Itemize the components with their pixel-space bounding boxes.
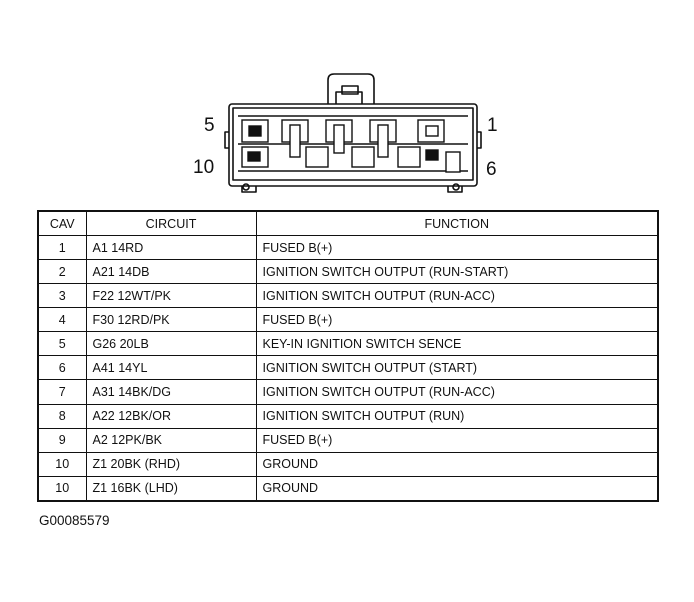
table-row xyxy=(38,404,658,428)
cell-function: GROUND xyxy=(256,476,658,501)
cell-circuit: A21 14DB xyxy=(86,260,256,284)
cell-cav: 8 xyxy=(38,404,86,428)
cell-function: FUSED B(+) xyxy=(256,428,658,452)
table-row xyxy=(38,332,658,356)
cavity-4 xyxy=(282,120,308,157)
cavity-7 xyxy=(398,147,420,167)
table-row xyxy=(38,260,658,284)
table-row xyxy=(38,476,658,501)
table-row xyxy=(38,284,658,308)
cell-circuit: G26 20LB xyxy=(86,332,256,356)
cavity-6 xyxy=(426,150,460,172)
cell-function: IGNITION SWITCH OUTPUT (RUN-ACC) xyxy=(256,284,658,308)
cell-function: IGNITION SWITCH OUTPUT (RUN-ACC) xyxy=(256,380,658,404)
cell-circuit: A22 12BK/OR xyxy=(86,404,256,428)
table-row xyxy=(38,308,658,332)
cell-cav: 9 xyxy=(38,428,86,452)
cell-function: FUSED B(+) xyxy=(256,236,658,260)
cavity-5 xyxy=(242,120,268,142)
cell-cav: 4 xyxy=(38,308,86,332)
table-row xyxy=(38,428,658,452)
cell-circuit: Z1 16BK (LHD) xyxy=(86,476,256,501)
cell-function: GROUND xyxy=(256,452,658,476)
cavity-1 xyxy=(418,120,444,142)
cell-circuit: Z1 20BK (RHD) xyxy=(86,452,256,476)
cell-cav: 2 xyxy=(38,260,86,284)
cell-circuit: A41 14YL xyxy=(86,356,256,380)
cell-cav: 5 xyxy=(38,332,86,356)
pin-label-1: 1 xyxy=(487,115,498,136)
connector-diagram xyxy=(0,0,694,205)
cell-circuit: F22 12WT/PK xyxy=(86,284,256,308)
cell-circuit: F30 12RD/PK xyxy=(86,308,256,332)
pin-label-5: 5 xyxy=(204,115,215,136)
cell-function: FUSED B(+) xyxy=(256,308,658,332)
cell-circuit: A1 14RD xyxy=(86,236,256,260)
cell-cav: 10 xyxy=(38,452,86,476)
cell-cav: 3 xyxy=(38,284,86,308)
cavity-8 xyxy=(352,147,374,167)
table-row xyxy=(38,356,658,380)
table-row xyxy=(38,380,658,404)
locking-tab xyxy=(328,74,374,104)
table-row xyxy=(38,452,658,476)
cell-circuit: A31 14BK/DG xyxy=(86,380,256,404)
table-header-row xyxy=(38,211,658,236)
cavity-table xyxy=(37,210,659,502)
cell-cav: 10 xyxy=(38,476,86,501)
cell-function: KEY-IN IGNITION SWITCH SENCE xyxy=(256,332,658,356)
cell-circuit: A2 12PK/BK xyxy=(86,428,256,452)
cell-function: IGNITION SWITCH OUTPUT (RUN-START) xyxy=(256,260,658,284)
pin-label-6: 6 xyxy=(486,159,497,180)
figure-id: G00085579 xyxy=(39,513,110,528)
cell-cav: 7 xyxy=(38,380,86,404)
header-function: FUNCTION xyxy=(256,211,658,236)
cell-function: IGNITION SWITCH OUTPUT (RUN) xyxy=(256,404,658,428)
pin-label-10: 10 xyxy=(193,157,215,178)
cell-cav: 6 xyxy=(38,356,86,380)
cavity-10 xyxy=(242,147,268,167)
cell-function: IGNITION SWITCH OUTPUT (START) xyxy=(256,356,658,380)
cavity-9 xyxy=(306,147,328,167)
header-circuit: CIRCUIT xyxy=(86,211,256,236)
header-cav: CAV xyxy=(38,211,86,236)
table-row xyxy=(38,236,658,260)
cavity-3 xyxy=(326,120,352,153)
cell-cav: 1 xyxy=(38,236,86,260)
